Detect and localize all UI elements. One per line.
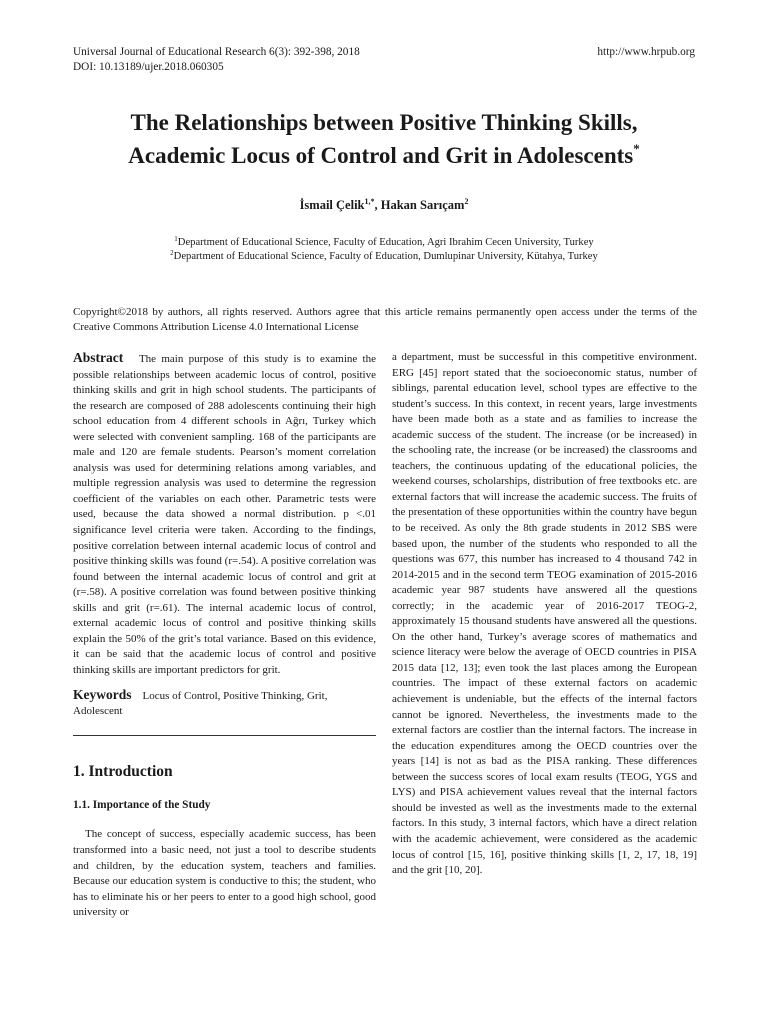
copyright-notice: Copyright©2018 by authors, all rights reserved. Authors agree that this article remains permanently open access under the terms of the Creative Commons Attribution License 4.0 International License (73, 306, 697, 333)
author-2: Hakan Sarıçam (380, 198, 465, 212)
intro-paragraph: The concept of success, especially academic success, has been transformed into a basic need, not just a tool to describe students and children, by the education system, teachers and families. Because our education system is conductive to this; the student, who has to eliminate his or her peers to enter to a good high school, good university or (73, 828, 376, 919)
title-line-1: The Relationships between Positive Thinking Skills, (130, 110, 638, 135)
section-heading: 1. Introduction (73, 763, 173, 781)
title-footnote-mark[interactable]: * (633, 141, 640, 156)
affiliation-1-mark: 1 (174, 235, 178, 243)
journal-citation: Universal Journal of Educational Research 6(3): 392-398, 2018 (73, 46, 360, 58)
publisher-url[interactable]: http://www.hrpub.org (597, 46, 695, 58)
section-divider (73, 735, 376, 736)
keywords-label: Keywords (73, 687, 132, 703)
journal-header (73, 45, 360, 75)
abstract-label: Abstract (73, 350, 124, 365)
abstract-text: The main purpose of this study is to examine the possible relationships between academic locus of control, positive thinking skills and grit in high school students. The participants of the research are composed of 288 adolescents continuing their high school education from 4 different schools in Ağrı, Turkey which were selected with convenient sampling. 168 of the participants are male and 120 are female students. Pearson’s moment correlation analysis was used for determining relations among variables, and multiple regression analysis was used to determine the regression coefficient of the variables on each other. Parametric tests were used, because the data showed a normal distribution. p <.01 significance level criteria were taken. According to the findings, positive correlation between internal academic locus of control and positive thinking skills was found (r=.54). A positive correlation was found between the internal academic locus of control and grit at (r=.58). A positive correlation was found between positive thinking skills and grit (r=.61). The internal academic locus of control, external academic locus of control and positive thinking skills explain the 50% of the grit’s total variance. Based on this evidence, it can be said that the academic locus of control and positive thinking skills are important predictors for grit. (73, 353, 376, 676)
affiliations (0, 236, 768, 263)
left-column (73, 350, 376, 921)
affiliation-1 (0, 236, 768, 250)
affiliation-2-text: Department of Educational Science, Faculty of Education, Dumlupinar University, Kütahya, Turkey (173, 250, 598, 262)
author-2-affiliation: 2 (464, 197, 469, 206)
keywords-text: Locus of Control, Positive Thinking, Grit, Adolescent (73, 690, 328, 718)
affiliation-2 (0, 250, 768, 264)
keywords (73, 687, 376, 719)
subsection-heading: 1.1. Importance of the Study (73, 799, 211, 812)
doi-line: DOI: 10.13189/ujer.2018.060305 (73, 61, 224, 73)
title-line-2-text: Academic Locus of Control and Grit in Adolescents (128, 143, 634, 168)
right-column (392, 350, 697, 879)
title-line-2 (60, 139, 708, 172)
affiliation-2-mark: 2 (170, 248, 174, 257)
affiliation-1-text: Department of Educational Science, Faculty of Education, Agri Ibrahim Cecen University, Turkey (177, 237, 594, 248)
article-title (60, 106, 708, 172)
right-column-text: a department, must be successful in this competitive environment. ERG [45] report stated that the socioeconomic status, number of siblings, parental education level, school types are effective to the student’s success. In this context, in recent years, large investments have been made both as a state and as families to increase the academic success of the student. The increase (or be increased) in the schooling rate, the increase (or be increased) the classrooms and teachers, the continuous updating of the educational policies, the weekend courses, scholarships, distribution of free textbooks etc. are external factors that will increase the academic success. The fruits of the presentation of these opportunities within the country have begun to be received. As only the 8th grade students in 2012 SBS were based upon, the number of the students who responded to all the questions was 677, this number has increased to 4 thousand 742 in 2014-2015 and in the second term TEOG examination of 2015-2016 academic year 987 students have answered all the questions correctly; in the academic year of 2016-2017 TEOG-2, approximately 15 thousand students have answered all the questions. On the other hand, Turkey’s average scores of mathematics and science literacy were below the average of OECD countries in PISA 2015 data [12, 13]; even took the last places among the European countries. The impact of these external factors on academic achievement is undeniable, but the effects of the internal factors cannot be ignored. Nevertheless, the investments made to the external factors are costlier than the internal factors. The increase in the education expenditures among the OECD countries over the years [14] is not as bad as the PISA ranking. These differences between the success scores of local exam results (TEOG, YGS and LYS) and PISA achievement values reveal that the internal factors should be invested as well as the investments made to the external factors. In this study, 3 internal factors, which have a direct relation with the academic achievement, were considered as the academic locus of control [15, 16], positive thinking skills [1, 2, 17, 18, 19] and the grit [10, 20]. (392, 351, 697, 877)
author-1: İsmail Çelik (299, 198, 365, 212)
author-1-affiliation: 1,* (364, 197, 375, 206)
author-separator: , (374, 198, 381, 212)
abstract (73, 350, 376, 678)
author-list (0, 197, 768, 213)
